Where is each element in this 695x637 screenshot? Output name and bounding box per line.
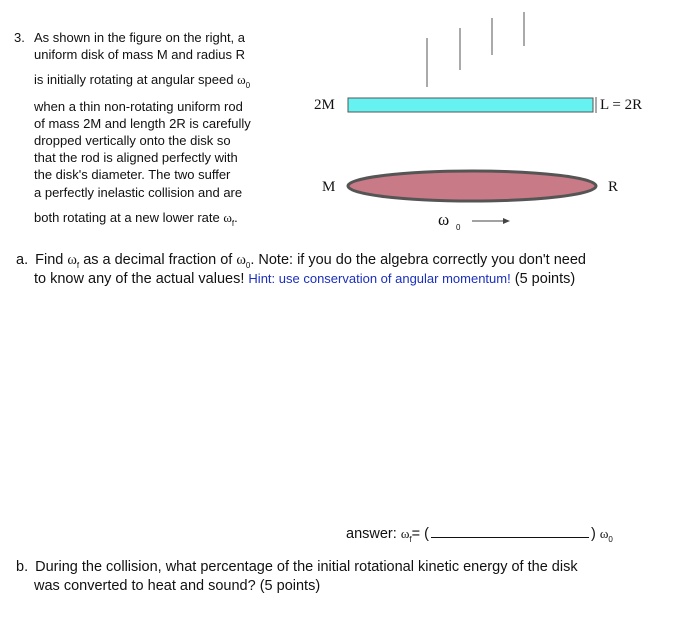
omega-subscript: f bbox=[231, 219, 235, 228]
intro-line-omega-f: both rotating at a new lower rate $\omega_f$. bbox=[34, 210, 238, 228]
intro-line-omega bbox=[34, 72, 250, 88]
omega-symbol: ω bbox=[67, 252, 77, 268]
omega-symbol: ω bbox=[237, 72, 246, 87]
answer-line: answer: $\omega_f=$ ( ) $\omega_0$ bbox=[346, 526, 613, 544]
rod-mass-label: 2M bbox=[314, 97, 335, 113]
omega-symbol: ω bbox=[223, 210, 232, 225]
intro-line: of mass 2M and length 2R is carefully bbox=[34, 116, 251, 131]
disk-radius-label: R bbox=[608, 179, 619, 195]
omega-symbol: ω bbox=[400, 526, 410, 541]
omega-subscript: 0 bbox=[245, 261, 251, 270]
intro-text: both rotating at a new lower rate bbox=[34, 210, 220, 225]
omega-subscript: 0 bbox=[456, 223, 461, 232]
arrow-head-icon bbox=[503, 218, 510, 224]
intro-line: dropped vertically onto the disk so bbox=[34, 133, 231, 148]
disk-mass-label: M bbox=[322, 179, 336, 195]
intro-line: that the rod is aligned perfectly with bbox=[34, 150, 238, 165]
points: (5 points) bbox=[514, 271, 576, 287]
part-b-line-2: was converted to heat and sound? (5 points) bbox=[34, 578, 321, 594]
part-a-line-2: to know any of the actual values! Hint: use conservation of angular momentum! (5 points) bbox=[34, 271, 576, 287]
omega-subscript: 0 bbox=[245, 81, 251, 90]
omega-subscript: f bbox=[76, 261, 80, 270]
answer-blank[interactable] bbox=[431, 525, 589, 538]
answer-label: answer: bbox=[346, 526, 397, 542]
rod bbox=[348, 98, 593, 112]
part-b-letter: b. bbox=[16, 559, 29, 575]
omega-symbol: ω bbox=[599, 526, 609, 541]
omega-label: ω bbox=[438, 210, 450, 229]
intro-text: is initially rotating at angular speed bbox=[34, 72, 234, 87]
rod-length-label: L = 2R bbox=[600, 97, 643, 113]
omega-symbol: ω bbox=[236, 252, 246, 268]
part-b-line-1: b. During the collision, what percentage of the initial rotational kinetic energy of the disk bbox=[16, 559, 578, 575]
intro-line: the disk's diameter. The two suffer bbox=[34, 167, 231, 182]
intro-line: As shown in the figure on the right, a bbox=[34, 30, 246, 45]
intro-line: a perfectly inelastic collision and are bbox=[34, 185, 243, 200]
part-a-letter: a. bbox=[16, 252, 29, 268]
part-a-line-1: a. Find $\omega_f$ as a decimal fraction of $\omega_0$. Note: if you do the algebra correctly you don't need bbox=[16, 252, 586, 270]
omega-subscript: 0 bbox=[608, 535, 613, 544]
intro-line: when a thin non-rotating uniform rod bbox=[34, 99, 243, 114]
hint-text: Hint: use conservation of angular momentum! bbox=[248, 271, 511, 286]
problem-number: 3. bbox=[14, 30, 25, 45]
figure bbox=[300, 0, 695, 240]
intro-line: uniform disk of mass M and radius R bbox=[34, 47, 245, 62]
disk bbox=[348, 171, 596, 201]
omega-subscript: f bbox=[409, 535, 412, 544]
